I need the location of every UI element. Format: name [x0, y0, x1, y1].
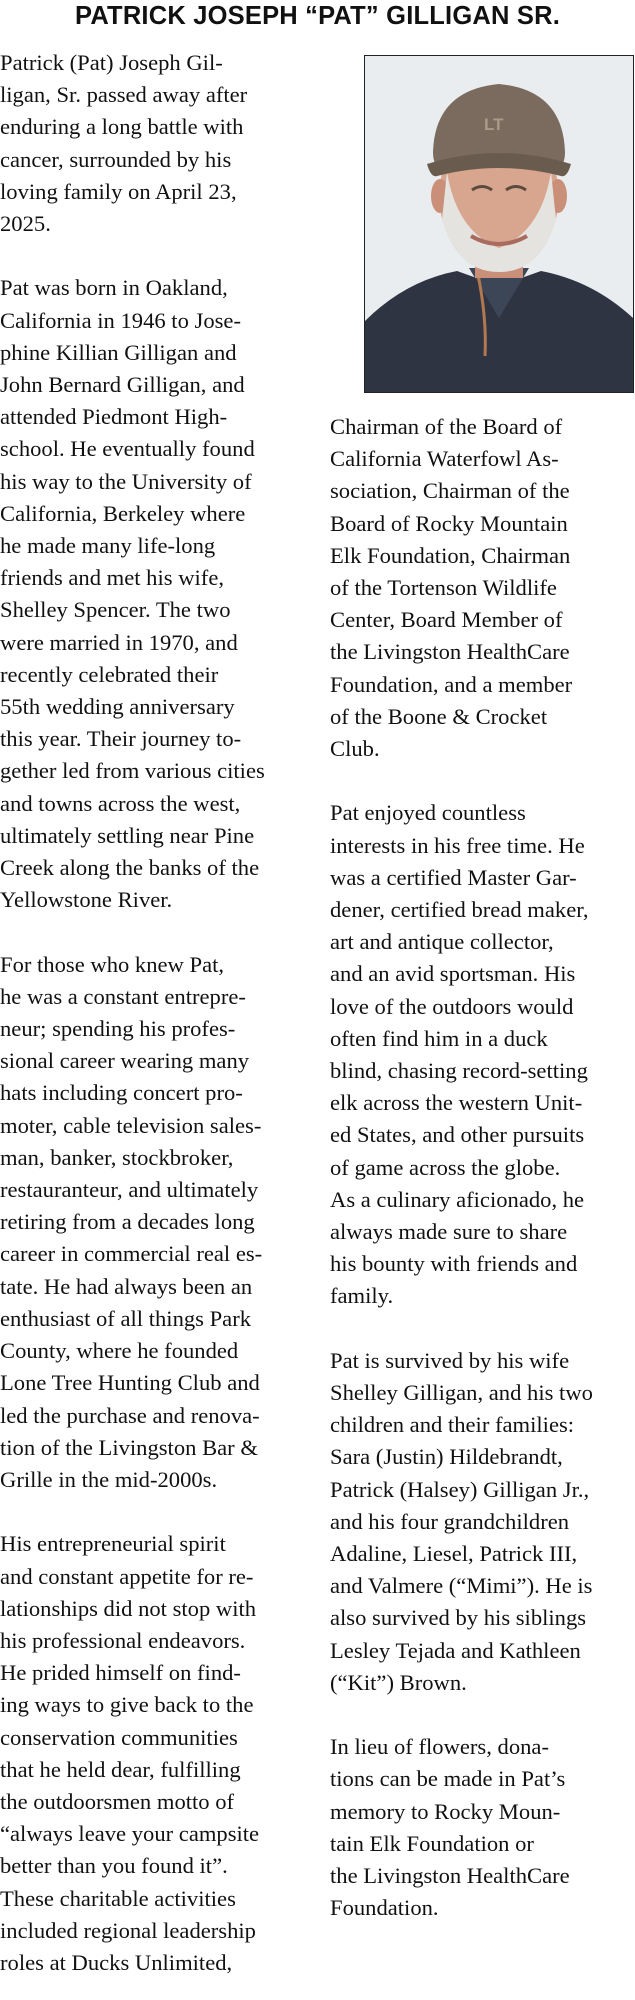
left-paragraph-1: [0, 47, 308, 240]
text-line: was a certified Master Gar-: [330, 864, 577, 890]
text-line: Board of Rocky Mountain: [330, 510, 568, 536]
text-line: blind, chasing record-setting: [330, 1058, 588, 1084]
text-line: 55th wedding anniversary: [0, 694, 235, 720]
text-line: Shelley Spencer. The two: [0, 597, 231, 623]
text-line: attended Piedmont High-: [0, 404, 228, 430]
text-line: neur; spending his profes-: [0, 1016, 236, 1042]
text-line: ligan, Sr. passed away after: [0, 82, 248, 108]
text-line: interests in his free time. He: [330, 832, 585, 858]
text-line: love of the outdoors would: [330, 993, 574, 1019]
text-line: Foundation.: [330, 1895, 439, 1921]
text-line: Patrick (Halsey) Gilligan Jr.,: [330, 1476, 590, 1502]
text-line: Chairman of the Board of: [330, 414, 563, 439]
text-line: tate. He had always been an: [0, 1273, 253, 1299]
left-column: [0, 47, 308, 1979]
text-line: friends and met his wife,: [0, 565, 224, 591]
text-line: restauranteur, and ultimately: [0, 1177, 259, 1203]
text-line: the Livingston HealthCare: [330, 639, 570, 665]
right-paragraph-2: [330, 797, 635, 1312]
right-paragraph-1: [330, 411, 635, 765]
text-line: enduring a long battle with: [0, 114, 244, 140]
text-line: Foundation, and a member: [330, 671, 573, 697]
text-line: Pat enjoyed countless: [330, 800, 526, 826]
text-line: Adaline, Liesel, Patrick III,: [330, 1541, 578, 1567]
text-line: tion of the Livingston Bar &: [0, 1434, 258, 1460]
text-line: Sara (Justin) Hildebrandt,: [330, 1444, 563, 1470]
text-line: sociation, Chairman of the: [330, 478, 570, 504]
portrait-illustration: [365, 56, 633, 392]
text-line: of the Boone & Crocket: [330, 703, 548, 729]
left-paragraph-2: [0, 272, 308, 916]
text-line: led the purchase and renova-: [0, 1402, 260, 1428]
text-line: “always leave your campsite: [0, 1821, 260, 1847]
text-line: Grille in the mid-2000s.: [0, 1466, 218, 1492]
text-line: and an avid sportsman. His: [330, 961, 576, 987]
text-line: For those who knew Pat,: [0, 951, 225, 977]
text-line: Center, Board Member of: [330, 607, 563, 633]
text-line: always made sure to share: [330, 1219, 568, 1245]
text-line: phine Killian Gilligan and: [0, 339, 237, 365]
text-line: California Waterfowl As-: [330, 446, 559, 472]
text-line: of game across the globe.: [330, 1154, 561, 1180]
text-line: the Livingston HealthCare: [330, 1863, 570, 1889]
text-line: man, banker, stockbroker,: [0, 1144, 234, 1170]
cap-logo: LT: [484, 115, 504, 134]
text-line: career in commercial real es-: [0, 1241, 263, 1267]
text-line: dener, certified bread maker,: [330, 897, 589, 923]
text-line: art and antique collector,: [330, 929, 554, 955]
text-line: family.: [330, 1283, 394, 1309]
text-line: Elk Foundation, Chairman: [330, 542, 571, 568]
text-line: ultimately settling near Pine: [0, 822, 255, 848]
text-line: gether led from various cities: [0, 758, 265, 784]
text-line: tain Elk Foundation or: [330, 1830, 534, 1856]
text-line: the outdoorsmen motto of: [0, 1788, 235, 1814]
text-line: and constant appetite for re-: [0, 1563, 254, 1589]
text-line: better than you found it”.: [0, 1853, 228, 1879]
text-line: Yellowstone River.: [0, 887, 173, 913]
text-line: Club.: [330, 736, 380, 762]
text-line: this year. Their journey to-: [0, 726, 242, 752]
text-line: His entrepreneurial spirit: [0, 1531, 226, 1557]
text-line: lationships did not stop with: [0, 1595, 257, 1621]
text-line: were married in 1970, and: [0, 629, 238, 655]
text-line: California in 1946 to Jose-: [0, 307, 241, 333]
obituary-title: PATRICK JOSEPH “PAT” GILLIGAN SR.: [75, 2, 560, 30]
text-line: Creek along the banks of the: [0, 855, 260, 881]
text-line: he was a constant entrepre-: [0, 983, 246, 1009]
text-line: Lone Tree Hunting Club and: [0, 1370, 260, 1396]
text-line: cancer, surrounded by his: [0, 146, 232, 172]
text-line: Patrick (Pat) Joseph Gil-: [0, 50, 223, 75]
right-column: [330, 411, 635, 1925]
text-line: (“Kit”) Brown.: [330, 1669, 467, 1695]
text-line: and towns across the west,: [0, 790, 241, 816]
text-line: John Bernard Gilligan, and: [0, 372, 245, 398]
text-line: roles at Ducks Unlimited,: [0, 1949, 233, 1975]
text-line: tions can be made in Pat’s: [330, 1766, 566, 1792]
text-line: County, where he founded: [0, 1338, 239, 1364]
text-line: California, Berkeley where: [0, 500, 246, 526]
text-line: recently celebrated their: [0, 661, 219, 687]
text-line: Shelley Gilligan, and his two: [330, 1380, 593, 1406]
text-line: retiring from a decades long: [0, 1209, 255, 1235]
text-line: ed States, and other pursuits: [330, 1122, 585, 1148]
text-line: enthusiast of all things Park: [0, 1305, 252, 1331]
text-line: also survived by his siblings: [330, 1605, 587, 1631]
text-line: In lieu of flowers, dona-: [330, 1734, 549, 1760]
text-line: of the Tortenson Wildlife: [330, 575, 557, 601]
text-line: conservation communities: [0, 1724, 238, 1750]
text-line: and Valmere (“Mimi”). He is: [330, 1573, 593, 1599]
text-line: Pat was born in Oakland,: [0, 275, 228, 301]
text-line: ing ways to give back to the: [0, 1692, 254, 1718]
text-line: loving family on April 23,: [0, 178, 237, 204]
portrait-photo: [364, 55, 634, 393]
text-line: and his four grandchildren: [330, 1508, 570, 1534]
text-line: 2025.: [0, 211, 51, 237]
text-line: memory to Rocky Moun-: [330, 1798, 561, 1824]
text-line: often find him in a duck: [330, 1025, 548, 1051]
text-line: hats including concert pro-: [0, 1080, 243, 1106]
text-line: school. He eventually found: [0, 436, 255, 462]
text-line: moter, cable television sales-: [0, 1112, 262, 1138]
right-paragraph-3: [330, 1345, 635, 1699]
left-paragraph-3: [0, 949, 308, 1496]
text-line: included regional leadership: [0, 1917, 256, 1943]
right-paragraph-4: [330, 1731, 635, 1924]
text-line: Lesley Tejada and Kathleen: [330, 1637, 581, 1663]
text-line: his way to the University of: [0, 468, 252, 494]
text-line: As a culinary aficionado, he: [330, 1186, 585, 1212]
text-line: he made many life-long: [0, 533, 216, 559]
text-line: his professional endeavors.: [0, 1627, 246, 1653]
text-line: his bounty with friends and: [330, 1251, 578, 1277]
text-line: Pat is survived by his wife: [330, 1347, 570, 1373]
text-line: that he held dear, fulfilling: [0, 1756, 241, 1782]
text-line: He prided himself on find-: [0, 1660, 241, 1686]
text-line: elk across the western Unit-: [330, 1090, 583, 1116]
left-paragraph-4: [0, 1528, 308, 1979]
text-line: These charitable activities: [0, 1885, 236, 1911]
text-line: children and their families:: [330, 1412, 575, 1438]
text-line: sional career wearing many: [0, 1048, 250, 1074]
